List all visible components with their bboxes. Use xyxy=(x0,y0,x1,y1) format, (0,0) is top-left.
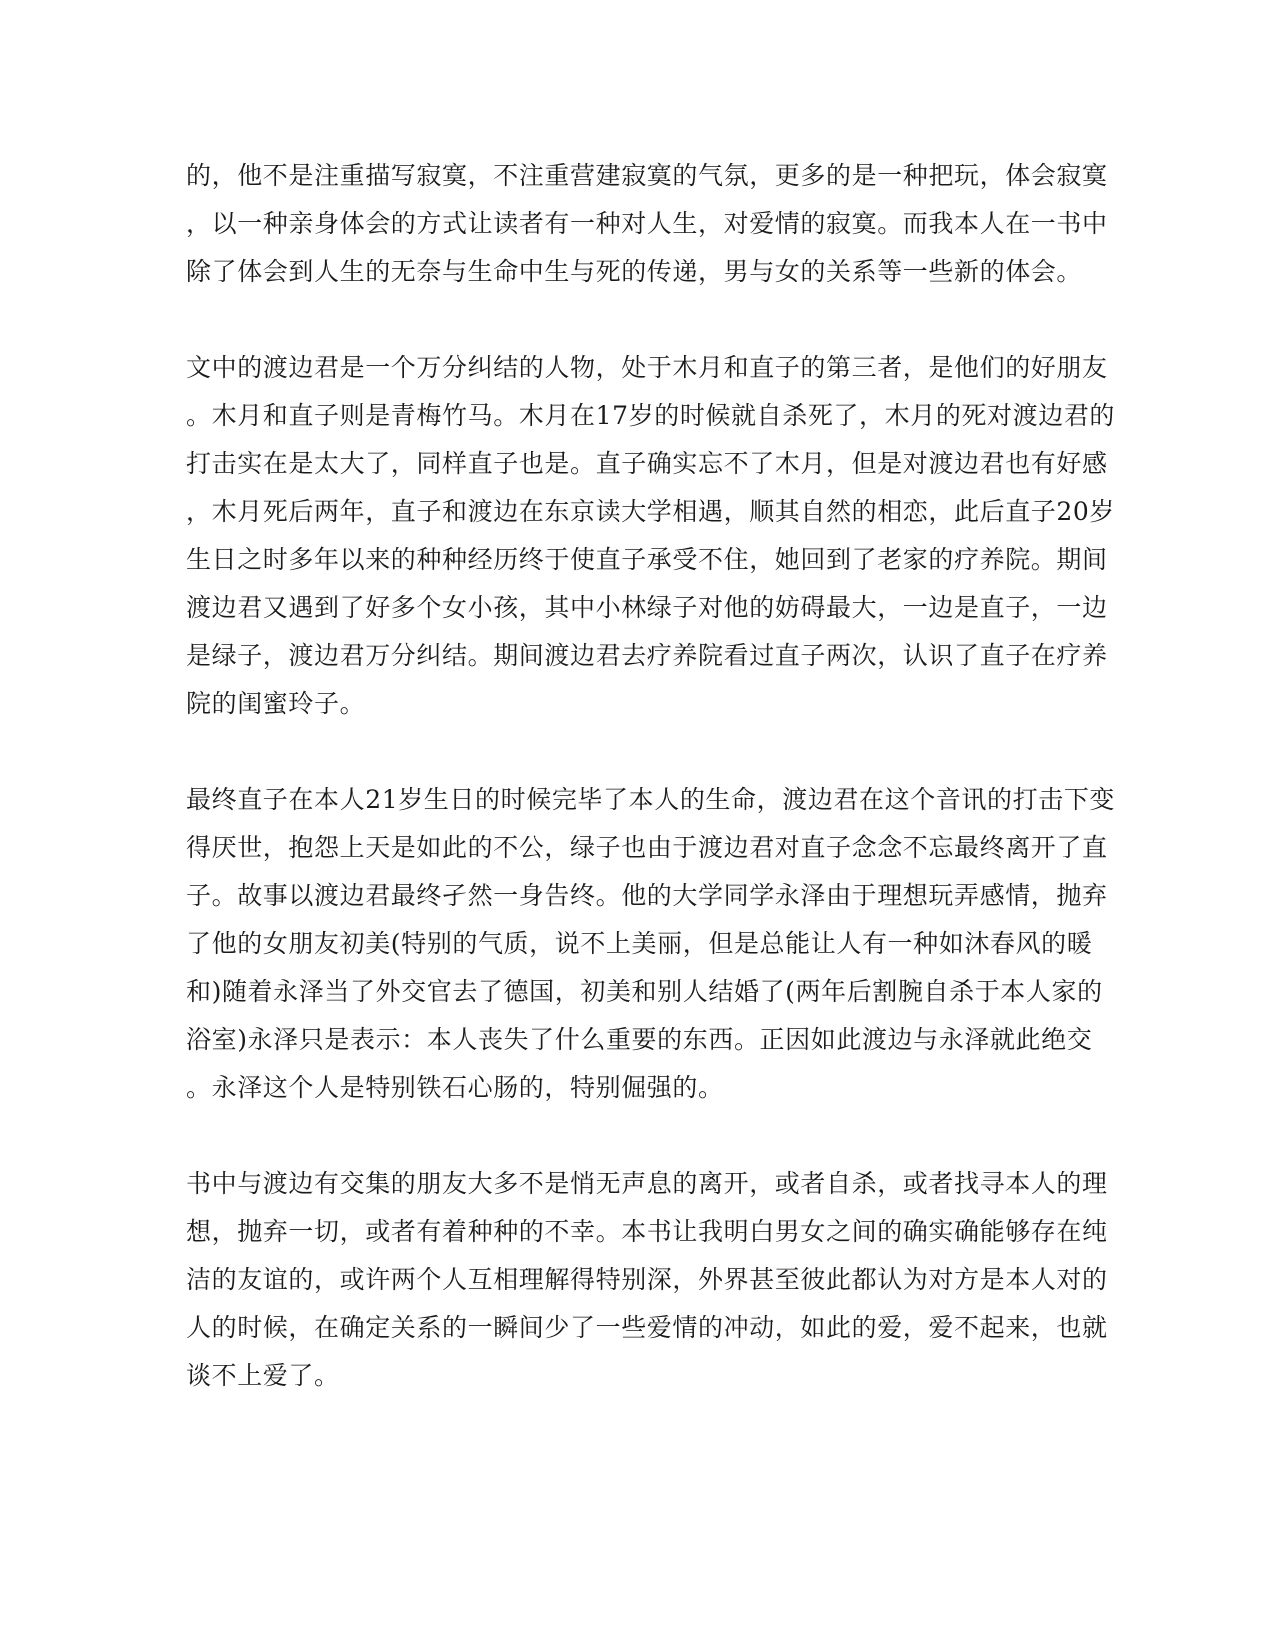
text-line: ，以一种亲身体会的方式让读者有一种对人生，对爱情的寂寞。而我本人在一书中 xyxy=(186,209,1108,238)
text-line: 的，他不是注重描写寂寞，不注重营建寂寞的气氛，更多的是一种把玩，体会寂寞 xyxy=(186,161,1108,190)
text-line: 最终直子在本人21岁生日的时候完毕了本人的生命，渡边君在这个音讯的打击下变 xyxy=(186,785,1116,814)
text-line: ，木月死后两年，直子和渡边在东京读大学相遇，顺其自然的相恋，此后直子20岁 xyxy=(186,497,1116,526)
text-line: 谈不上爱了。 xyxy=(186,1361,340,1390)
text-line: 得厌世，抱怨上天是如此的不公，绿子也由于渡边君对直子念念不忘最终离开了直 xyxy=(186,833,1108,862)
text-line: 。木月和直子则是青梅竹马。木月在17岁的时候就自杀死了，木月的死对渡边君的 xyxy=(186,401,1116,430)
text-line: 和)随着永泽当了外交官去了德国，初美和别人结婚了(两年后割腕自杀于本人家的 xyxy=(186,977,1103,1006)
text-line: 院的闺蜜玲子。 xyxy=(186,689,366,718)
text-line: 书中与渡边有交集的朋友大多不是悄无声息的离开，或者自杀，或者找寻本人的理 xyxy=(186,1169,1108,1198)
text-line: 想，抛弃一切，或者有着种种的不幸。本书让我明白男女之间的确实确能够存在纯 xyxy=(186,1217,1108,1246)
text-line: 生日之时多年以来的种种经历终于使直子承受不住，她回到了老家的疗养院。期间 xyxy=(186,545,1108,574)
text-line: 。永泽这个人是特别铁石心肠的，特别倔强的。 xyxy=(186,1073,724,1102)
document-body xyxy=(186,152,1116,1400)
text-line: 人的时候，在确定关系的一瞬间少了一些爱情的冲动，如此的爱，爱不起来，也就 xyxy=(186,1313,1108,1342)
paragraph-1 xyxy=(186,152,1108,296)
text-line: 打击实在是太大了，同样直子也是。直子确实忘不了木月，但是对渡边君也有好感 xyxy=(186,449,1108,478)
text-line: 是绿子，渡边君万分纠结。期间渡边君去疗养院看过直子两次，认识了直子在疗养 xyxy=(186,641,1108,670)
paragraph-2 xyxy=(186,344,1116,728)
text-line: 文中的渡边君是一个万分纠结的人物，处于木月和直子的第三者，是他们的好朋友 xyxy=(186,353,1108,382)
paragraph-4 xyxy=(186,1160,1108,1400)
text-line: 渡边君又遇到了好多个女小孩，其中小林绿子对他的妨碍最大，一边是直子，一边 xyxy=(186,593,1108,622)
text-line: 了他的女朋友初美(特别的气质，说不上美丽，但是总能让人有一种如沐春风的暖 xyxy=(186,929,1093,958)
text-line: 除了体会到人生的无奈与生命中生与死的传递，男与女的关系等一些新的体会。 xyxy=(186,257,1083,286)
text-line: 子。故事以渡边君最终孑然一身告终。他的大学同学永泽由于理想玩弄感情，抛弃 xyxy=(186,881,1108,910)
text-line: 洁的友谊的，或许两个人互相理解得特别深，外界甚至彼此都认为对方是本人对的 xyxy=(186,1265,1108,1294)
text-line: 浴室)永泽只是表示：本人丧失了什么重要的东西。正因如此渡边与永泽就此绝交 xyxy=(186,1025,1093,1054)
paragraph-3 xyxy=(186,776,1116,1112)
